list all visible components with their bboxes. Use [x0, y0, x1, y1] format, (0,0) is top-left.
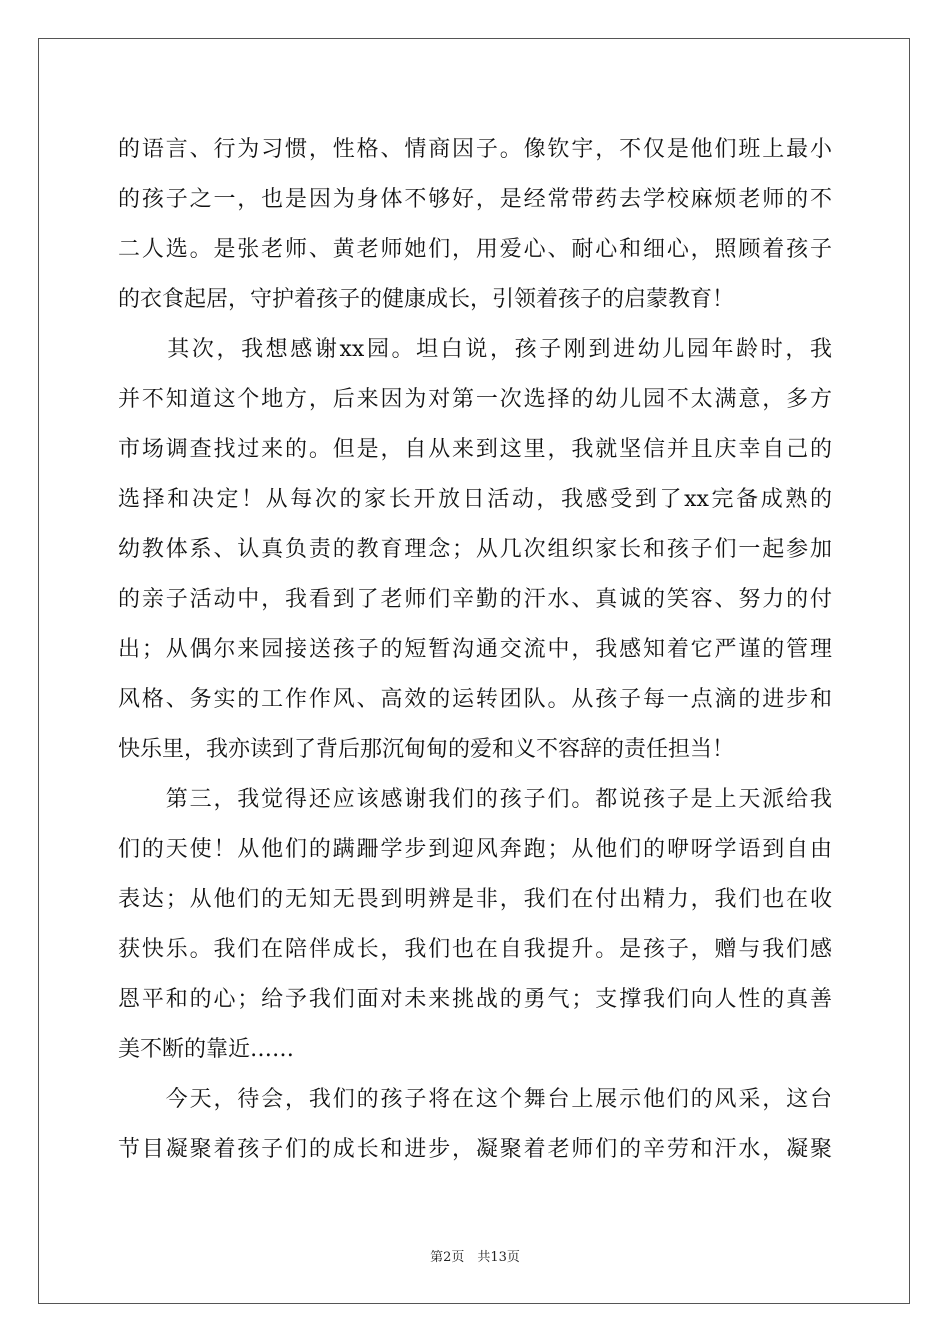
- body-line: 其次，我想感谢xx园。坦白说，孩子刚到进幼儿园年龄时，我: [118, 337, 832, 362]
- body-line: 们的天使！从他们的蹒跚学步到迎风奔跑；从他们的咿呀学语到自由: [118, 837, 832, 862]
- page-number-footer: 第2页 共13页: [430, 1250, 520, 1265]
- body-line: 第三，我觉得还应该感谢我们的孩子们。都说孩子是上天派给我: [118, 787, 832, 812]
- body-line: 幼教体系、认真负责的教育理念；从几次组织家长和孩子们一起参加: [118, 537, 832, 562]
- body-line: 的孩子之一，也是因为身体不够好，是经常带药去学校麻烦老师的不: [118, 187, 832, 212]
- body-line: 今天，待会，我们的孩子将在这个舞台上展示他们的风采，这台: [118, 1087, 832, 1112]
- body-line: 美不断的靠近……: [118, 1037, 295, 1062]
- body-line: 选择和决定！从每次的家长开放日活动，我感受到了xx完备成熟的: [118, 487, 832, 512]
- body-line: 的亲子活动中，我看到了老师们辛勤的汗水、真诚的笑容、努力的付: [118, 587, 832, 612]
- body-line: 节目凝聚着孩子们的成长和进步，凝聚着老师们的辛劳和汗水，凝聚: [118, 1137, 832, 1162]
- body-line: 恩平和的心；给予我们面对未来挑战的勇气；支撑我们向人性的真善: [118, 987, 832, 1012]
- body-line: 表达；从他们的无知无畏到明辨是非，我们在付出精力，我们也在收: [118, 887, 832, 912]
- body-line: 风格、务实的工作作风、高效的运转团队。从孩子每一点滴的进步和: [118, 687, 832, 712]
- body-line: 的语言、行为习惯，性格、情商因子。像钦宇，不仅是他们班上最小: [118, 137, 832, 162]
- body-line: 的衣食起居，守护着孩子的健康成长，引领着孩子的启蒙教育！: [118, 287, 735, 312]
- body-line: 出；从偶尔来园接送孩子的短暂沟通交流中，我感知着它严谨的管理: [118, 637, 832, 662]
- body-line: 二人选。是张老师、黄老师她们，用爱心、耐心和细心，照顾着孩子: [118, 237, 832, 262]
- body-line: 市场调查找过来的。但是，自从来到这里，我就坚信并且庆幸自己的: [118, 437, 832, 462]
- body-line: 快乐里，我亦读到了背后那沉甸甸的爱和义不容辞的责任担当！: [118, 737, 735, 762]
- body-line: 并不知道这个地方，后来因为对第一次选择的幼儿园不太满意，多方: [118, 387, 832, 412]
- body-line: 获快乐。我们在陪伴成长，我们也在自我提升。是孩子，赠与我们感: [118, 937, 832, 962]
